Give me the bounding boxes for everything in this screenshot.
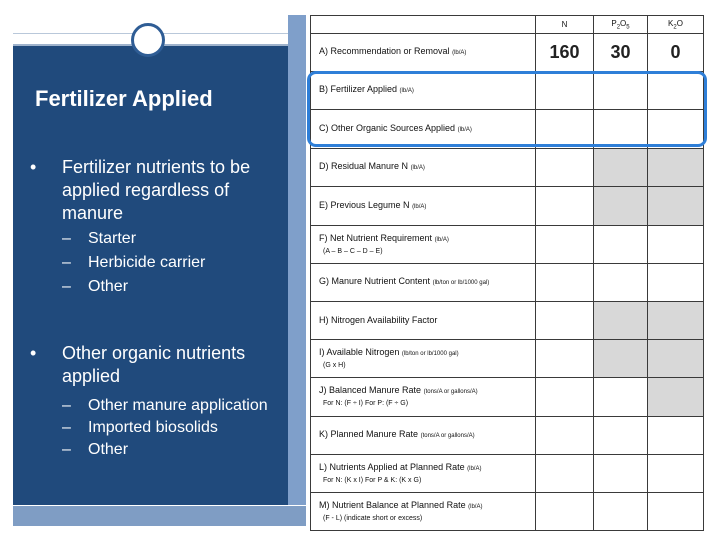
nutrient-table	[310, 15, 704, 531]
sub-item-other: – Other	[62, 441, 129, 458]
bullet-dot-icon: •	[30, 157, 37, 177]
table-header-row	[311, 16, 704, 34]
cell-p2o5[interactable]	[594, 378, 648, 417]
panel-title: Fertilizer Applied	[35, 86, 213, 111]
table-row-g	[311, 264, 704, 302]
cell-n[interactable]	[536, 455, 594, 493]
row-label: F) Net Nutrient Requirement (lb/A) (A – B – C – D – E)	[311, 226, 536, 264]
row-label: M) Nutrient Balance at Planned Rate (lb/A) (F - L) (indicate short or excess)	[311, 493, 536, 531]
cell-k2o[interactable]	[648, 493, 704, 531]
row-label: K) Planned Manure Rate (tons/A or gallons/A)	[311, 417, 536, 455]
cell-p2o5	[594, 187, 648, 226]
cell-n[interactable]	[536, 110, 594, 149]
bullet-text: Fertilizer nutrients to be applied regardless of manure	[62, 157, 251, 223]
table-row-i	[311, 340, 704, 378]
cell-n[interactable]	[536, 493, 594, 531]
cell-k2o	[648, 187, 704, 226]
header-k2o: $K_2O$	[648, 16, 704, 34]
header-blank	[311, 16, 536, 34]
cell-k2o[interactable]	[648, 226, 704, 264]
cell-p2o5[interactable]	[594, 72, 648, 110]
row-label: A) Recommendation or Removal (lb/A)	[311, 34, 536, 72]
cell-k2o[interactable]	[648, 72, 704, 110]
header-n: N	[536, 16, 594, 34]
cell-k2o[interactable]	[648, 455, 704, 493]
cell-n[interactable]	[536, 417, 594, 455]
cell-p2o5[interactable]	[594, 493, 648, 531]
cell-p2o5[interactable]	[594, 417, 648, 455]
row-label: C) Other Organic Sources Applied (lb/A)	[311, 110, 536, 149]
sub-item-other-manure: – Other manure application	[62, 397, 268, 414]
cell-n[interactable]	[536, 226, 594, 264]
cell-n[interactable]	[536, 72, 594, 110]
cell-k2o[interactable]	[648, 264, 704, 302]
row-label: H) Nitrogen Availability Factor	[311, 302, 536, 340]
bullet-text: Other organic nutrients applied	[62, 343, 246, 386]
cell-k2o	[648, 302, 704, 340]
sub-item-herbicide-carrier: – Herbicide carrier	[62, 254, 206, 271]
table-row-h	[311, 302, 704, 340]
table-row-c	[311, 110, 704, 149]
cell-n[interactable]	[536, 302, 594, 340]
table-row-k	[311, 417, 704, 455]
value-n: 160	[536, 34, 594, 72]
table-row-l	[311, 455, 704, 493]
row-label: D) Residual Manure N (lb/A)	[311, 149, 536, 187]
table-row-d	[311, 149, 704, 187]
value-k2o: 0	[648, 34, 704, 72]
cell-p2o5	[594, 302, 648, 340]
row-label: J) Balanced Manure Rate (tons/A or gallons/A) For N: (F ÷ I) For P: (F ÷ G)	[311, 378, 536, 417]
bullet-other-organic	[30, 342, 270, 460]
cell-p2o5[interactable]	[594, 226, 648, 264]
cell-k2o	[648, 149, 704, 187]
sub-item-biosolids: – Imported biosolids	[62, 419, 218, 436]
cell-p2o5[interactable]	[594, 455, 648, 493]
cell-k2o	[648, 378, 704, 417]
value-p2o5: 30	[594, 34, 648, 72]
bullet-fertilizer-nutrients	[30, 156, 270, 297]
panel-side-strip	[288, 15, 306, 505]
table-row-j	[311, 378, 704, 417]
table-row-f	[311, 226, 704, 264]
sub-item-other: – Other	[62, 278, 129, 295]
table-row-a	[311, 34, 704, 72]
cell-p2o5[interactable]	[594, 110, 648, 149]
row-label: E) Previous Legume N (lb/A)	[311, 187, 536, 226]
cell-n[interactable]	[536, 340, 594, 378]
cell-n[interactable]	[536, 264, 594, 302]
cell-k2o[interactable]	[648, 110, 704, 149]
cell-k2o	[648, 340, 704, 378]
cell-n[interactable]	[536, 378, 594, 417]
sub-item-starter: – Starter	[62, 230, 137, 247]
header-p2o5: $P_2O_5$	[594, 16, 648, 34]
panel-bottom-strip	[13, 506, 306, 526]
cell-p2o5	[594, 340, 648, 378]
table-row-b	[311, 72, 704, 110]
table-row-m	[311, 493, 704, 531]
row-label: G) Manure Nutrient Content (lb/ton or lb/1000 gal)	[311, 264, 536, 302]
circle-ornament	[131, 23, 165, 57]
cell-n[interactable]	[536, 187, 594, 226]
row-label: B) Fertilizer Applied (lb/A)	[311, 72, 536, 110]
cell-p2o5[interactable]	[594, 264, 648, 302]
table-row-e	[311, 187, 704, 226]
bullet-dot-icon: •	[30, 343, 37, 363]
row-label: L) Nutrients Applied at Planned Rate (lb/A) For N: (K x I) For P & K: (K x G)	[311, 455, 536, 493]
row-label: I) Available Nitrogen (lb/ton or lb/1000 gal) (G x H)	[311, 340, 536, 378]
cell-k2o[interactable]	[648, 417, 704, 455]
cell-n[interactable]	[536, 149, 594, 187]
cell-p2o5	[594, 149, 648, 187]
